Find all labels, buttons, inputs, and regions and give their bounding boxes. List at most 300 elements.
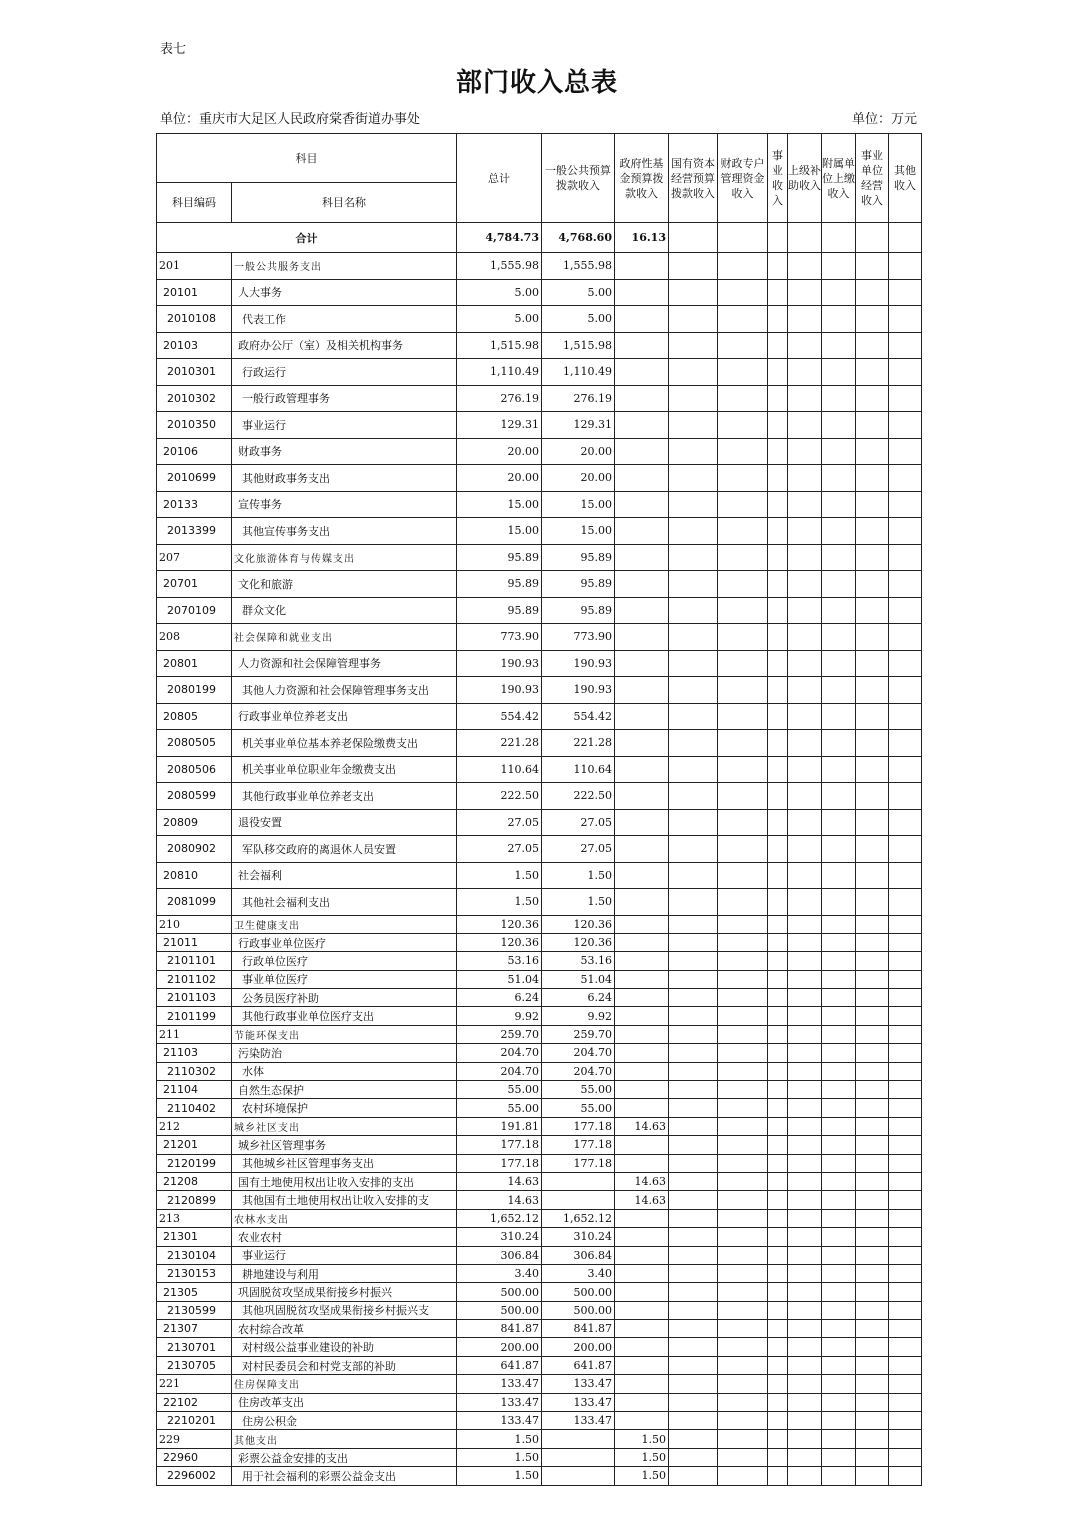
- table-row: [157, 1246, 922, 1264]
- cell-general: [542, 1172, 615, 1190]
- table-row: [157, 1044, 922, 1062]
- cell-code: 2130701: [157, 1338, 232, 1356]
- cell-general: 55.00: [542, 1081, 615, 1099]
- cell-empty: [889, 1191, 922, 1209]
- cell-empty: [768, 491, 788, 518]
- cell-fund: [615, 359, 669, 386]
- cell-empty: [768, 1044, 788, 1062]
- cell-general: 55.00: [542, 1099, 615, 1117]
- cell-empty: [669, 1154, 718, 1172]
- cell-empty: [768, 279, 788, 306]
- cell-name: 财政事务: [232, 438, 457, 465]
- cell-empty: [788, 253, 822, 280]
- cell-empty: [889, 703, 922, 730]
- cell-empty: [768, 465, 788, 492]
- cell-empty: [788, 1209, 822, 1227]
- cell-code: 2101102: [157, 970, 232, 988]
- cell-total: 641.87: [457, 1356, 542, 1374]
- cell-name: 其他宣传事务支出: [232, 518, 457, 545]
- cell-general: 841.87: [542, 1320, 615, 1338]
- table-row: [157, 359, 922, 386]
- cell-fund: [615, 1264, 669, 1282]
- cell-empty: [856, 1356, 889, 1374]
- cell-empty: [669, 1246, 718, 1264]
- cell-fund: [615, 970, 669, 988]
- cell-empty: [718, 952, 768, 970]
- cell-empty: [768, 1430, 788, 1448]
- cell-empty: [856, 1320, 889, 1338]
- cell-empty: [669, 1099, 718, 1117]
- cell-empty: [718, 332, 768, 359]
- cell-fund: 1.50: [615, 1448, 669, 1466]
- cell-general: 1.50: [542, 889, 615, 916]
- cell-empty: [669, 491, 718, 518]
- cell-empty: [889, 1136, 922, 1154]
- cell-total: 27.05: [457, 809, 542, 836]
- cell-empty: [889, 253, 922, 280]
- cell-code: 22960: [157, 1448, 232, 1466]
- cell-total: 841.87: [457, 1320, 542, 1338]
- cell-empty: [718, 306, 768, 333]
- cell-empty: [788, 438, 822, 465]
- cell-empty: [822, 836, 856, 863]
- cell-total: 51.04: [457, 970, 542, 988]
- cell-general: 120.36: [542, 915, 615, 933]
- page-title: 部门收入总表: [455, 68, 618, 98]
- cell-fund: [615, 809, 669, 836]
- cell-code: 21305: [157, 1283, 232, 1301]
- cell-empty: [718, 836, 768, 863]
- cell-empty: [856, 933, 889, 951]
- cell-general: 204.70: [542, 1062, 615, 1080]
- cell-code: 2130599: [157, 1301, 232, 1319]
- cell-empty: [669, 1301, 718, 1319]
- header-superior-subsidy: 上级补助收入: [788, 134, 822, 223]
- cell-code: 21208: [157, 1172, 232, 1190]
- cell-empty: [669, 1430, 718, 1448]
- cell-empty: [889, 1467, 922, 1485]
- cell-empty: [718, 1007, 768, 1025]
- header-code: 科目编码: [157, 183, 232, 223]
- cell-empty: [768, 1228, 788, 1246]
- table-row: [157, 491, 922, 518]
- cell-name: 行政事业单位医疗: [232, 933, 457, 951]
- cell-empty: [718, 1356, 768, 1374]
- cell-empty: [788, 624, 822, 651]
- cell-empty: [788, 1044, 822, 1062]
- cell-fund: [615, 1412, 669, 1430]
- cell-empty: [768, 1191, 788, 1209]
- table-row: [157, 438, 922, 465]
- cell-total: 259.70: [457, 1025, 542, 1043]
- cell-empty: [822, 1136, 856, 1154]
- cell-empty: [788, 1301, 822, 1319]
- cell-empty: [718, 1301, 768, 1319]
- cell-empty: [669, 1393, 718, 1411]
- cell-name: 社会保障和就业支出: [232, 624, 457, 651]
- cell-empty: [788, 491, 822, 518]
- cell-empty: [889, 1117, 922, 1135]
- cell-total: 20.00: [457, 438, 542, 465]
- table-row: [157, 571, 922, 598]
- cell-empty: [768, 1264, 788, 1282]
- table-row: [157, 1154, 922, 1172]
- cell-empty: [669, 571, 718, 598]
- cell-empty: [788, 1154, 822, 1172]
- cell-empty: [856, 677, 889, 704]
- cell-empty: [718, 253, 768, 280]
- cell-empty: [889, 624, 922, 651]
- cell-empty: [889, 915, 922, 933]
- cell-empty: [718, 1246, 768, 1264]
- header-gov-fund: 政府性基金预算拨款收入: [615, 134, 669, 223]
- cell-empty: [788, 1136, 822, 1154]
- cell-empty: [856, 253, 889, 280]
- cell-total: 55.00: [457, 1081, 542, 1099]
- cell-empty: [788, 889, 822, 916]
- cell-empty: [788, 412, 822, 439]
- cell-general: 177.18: [542, 1117, 615, 1135]
- cell-empty: [669, 1081, 718, 1099]
- cell-total: 27.05: [457, 836, 542, 863]
- cell-total: 190.93: [457, 677, 542, 704]
- cell-general: 177.18: [542, 1136, 615, 1154]
- cell-empty: [669, 1375, 718, 1393]
- table-row: [157, 624, 922, 651]
- cell-empty: [768, 1375, 788, 1393]
- cell-empty: [788, 306, 822, 333]
- cell-empty: [768, 1117, 788, 1135]
- cell-name: 文化和旅游: [232, 571, 457, 598]
- cell-empty: [889, 412, 922, 439]
- cell-empty: [669, 385, 718, 412]
- cell-empty: [889, 544, 922, 571]
- cell-empty: [788, 989, 822, 1007]
- table-header: [157, 134, 922, 223]
- cell-empty: [669, 1136, 718, 1154]
- cell-empty: [669, 677, 718, 704]
- table-row: [157, 1191, 922, 1209]
- cell-name: 住房保障支出: [232, 1375, 457, 1393]
- cell-empty: [788, 1338, 822, 1356]
- cell-total: 133.47: [457, 1412, 542, 1430]
- cell-total: 177.18: [457, 1154, 542, 1172]
- cell-empty: [788, 915, 822, 933]
- cell-general: 204.70: [542, 1044, 615, 1062]
- cell-empty: [822, 412, 856, 439]
- cell-empty: [669, 359, 718, 386]
- cell-empty: [718, 1172, 768, 1190]
- cell-empty: [788, 783, 822, 810]
- cell-empty: [788, 677, 822, 704]
- cell-empty: [788, 1430, 822, 1448]
- cell-empty: [889, 306, 922, 333]
- total-general: 4,768.60: [542, 223, 615, 253]
- cell-empty: [768, 1448, 788, 1466]
- cell-fund: 14.63: [615, 1117, 669, 1135]
- cell-empty: [889, 1264, 922, 1282]
- table-row: [157, 756, 922, 783]
- cell-empty: [889, 491, 922, 518]
- cell-empty: [768, 1081, 788, 1099]
- cell-empty: [768, 1338, 788, 1356]
- cell-code: 2080505: [157, 730, 232, 757]
- table-row: [157, 862, 922, 889]
- cell-empty: [889, 1356, 922, 1374]
- cell-empty: [788, 1007, 822, 1025]
- cell-fund: [615, 703, 669, 730]
- cell-empty: [822, 1356, 856, 1374]
- total-row: [157, 223, 922, 253]
- cell-empty: [889, 1228, 922, 1246]
- cell-empty: [856, 544, 889, 571]
- cell-total: 95.89: [457, 597, 542, 624]
- cell-empty: [788, 1356, 822, 1374]
- cell-empty: [718, 1081, 768, 1099]
- cell-empty: [856, 1081, 889, 1099]
- table-row: [157, 1081, 922, 1099]
- cell-empty: [718, 438, 768, 465]
- cell-fund: [615, 279, 669, 306]
- cell-empty: [856, 970, 889, 988]
- cell-name: 农村环境保护: [232, 1099, 457, 1117]
- cell-empty: [718, 809, 768, 836]
- cell-empty: [856, 279, 889, 306]
- cell-total: 133.47: [457, 1375, 542, 1393]
- cell-general: 177.18: [542, 1154, 615, 1172]
- cell-empty: [889, 933, 922, 951]
- cell-empty: [856, 1209, 889, 1227]
- cell-empty: [669, 1338, 718, 1356]
- cell-total: 204.70: [457, 1062, 542, 1080]
- cell-total: 95.89: [457, 571, 542, 598]
- cell-name: 行政运行: [232, 359, 457, 386]
- header-special-account: 财政专户管理资金收入: [718, 134, 768, 223]
- cell-code: 2130153: [157, 1264, 232, 1282]
- cell-name: 军队移交政府的离退休人员安置: [232, 836, 457, 863]
- cell-empty: [822, 332, 856, 359]
- cell-code: 2080506: [157, 756, 232, 783]
- unit-currency: 单位：万元: [851, 112, 917, 127]
- cell-name: 农业农村: [232, 1228, 457, 1246]
- cell-empty: [889, 1393, 922, 1411]
- cell-empty: [856, 1283, 889, 1301]
- cell-general: 53.16: [542, 952, 615, 970]
- cell-empty: [856, 1007, 889, 1025]
- cell-empty: [889, 952, 922, 970]
- cell-fund: [615, 1007, 669, 1025]
- cell-empty: [856, 597, 889, 624]
- cell-empty: [889, 465, 922, 492]
- total-amount: 4,784.73: [457, 223, 542, 253]
- cell-name: 水体: [232, 1062, 457, 1080]
- total-fund: 16.13: [615, 223, 669, 253]
- cell-empty: [822, 1375, 856, 1393]
- cell-empty: [768, 1320, 788, 1338]
- cell-empty: [788, 1228, 822, 1246]
- cell-name: 宣传事务: [232, 491, 457, 518]
- header-operating-income: 事业单位经营收入: [856, 134, 889, 223]
- cell-code: 20101: [157, 279, 232, 306]
- cell-empty: [822, 1191, 856, 1209]
- cell-empty: [669, 1467, 718, 1485]
- cell-general: 5.00: [542, 306, 615, 333]
- cell-empty: [768, 1172, 788, 1190]
- cell-name: 一般公共服务支出: [232, 253, 457, 280]
- cell-empty: [768, 1209, 788, 1227]
- cell-empty: [669, 1209, 718, 1227]
- table-row: [157, 809, 922, 836]
- cell-empty: [856, 518, 889, 545]
- table-row: [157, 650, 922, 677]
- cell-code: 2080599: [157, 783, 232, 810]
- cell-code: 2120199: [157, 1154, 232, 1172]
- cell-empty: [718, 915, 768, 933]
- cell-empty: [822, 624, 856, 651]
- cell-empty: [822, 518, 856, 545]
- cell-total: 1,652.12: [457, 1209, 542, 1227]
- cell-empty: [856, 1246, 889, 1264]
- cell-name: 农村综合改革: [232, 1320, 457, 1338]
- cell-empty: [788, 1099, 822, 1117]
- cell-empty: [669, 253, 718, 280]
- cell-empty: [718, 889, 768, 916]
- cell-empty: [718, 1320, 768, 1338]
- cell-total: 276.19: [457, 385, 542, 412]
- cell-empty: [822, 1448, 856, 1466]
- cell-name: 对村民委员会和村党支部的补助: [232, 1356, 457, 1374]
- cell-empty: [718, 1467, 768, 1485]
- cell-empty: [822, 253, 856, 280]
- cell-general: 221.28: [542, 730, 615, 757]
- cell-empty: [718, 571, 768, 598]
- cell-empty: [768, 915, 788, 933]
- cell-total: 129.31: [457, 412, 542, 439]
- cell-empty: [788, 1375, 822, 1393]
- table-row: [157, 783, 922, 810]
- cell-empty: [669, 915, 718, 933]
- cell-code: 221: [157, 1375, 232, 1393]
- cell-total: 5.00: [457, 279, 542, 306]
- cell-empty: [718, 1448, 768, 1466]
- cell-empty: [822, 933, 856, 951]
- cell-fund: [615, 783, 669, 810]
- cell-empty: [889, 1209, 922, 1227]
- cell-empty: [889, 518, 922, 545]
- cell-general: 773.90: [542, 624, 615, 651]
- cell-empty: [822, 730, 856, 757]
- cell-empty: [768, 1154, 788, 1172]
- cell-name: 卫生健康支出: [232, 915, 457, 933]
- header-other-income: 其他收入: [889, 134, 922, 223]
- cell-empty: [856, 1044, 889, 1062]
- cell-empty: [856, 915, 889, 933]
- cell-empty: [822, 1467, 856, 1485]
- cell-empty: [669, 518, 718, 545]
- cell-name: 人力资源和社会保障管理事务: [232, 650, 457, 677]
- cell-empty: [822, 915, 856, 933]
- cell-empty: [822, 1320, 856, 1338]
- cell-empty: [856, 1117, 889, 1135]
- cell-name: 政府办公厅（室）及相关机构事务: [232, 332, 457, 359]
- cell-fund: [615, 1320, 669, 1338]
- cell-empty: [889, 1430, 922, 1448]
- cell-empty: [822, 677, 856, 704]
- cell-general: 9.92: [542, 1007, 615, 1025]
- cell-fund: [615, 756, 669, 783]
- cell-name: 其他行政事业单位医疗支出: [232, 1007, 457, 1025]
- cell-code: 20801: [157, 650, 232, 677]
- cell-empty: [822, 597, 856, 624]
- cell-empty: [889, 1099, 922, 1117]
- cell-empty: [718, 1393, 768, 1411]
- cell-general: 1,555.98: [542, 253, 615, 280]
- cell-empty: [669, 862, 718, 889]
- cell-empty: [856, 1172, 889, 1190]
- cell-name: 国有土地使用权出让收入安排的支出: [232, 1172, 457, 1190]
- cell-total: 1.50: [457, 889, 542, 916]
- cell-empty: [768, 1467, 788, 1485]
- cell-name: 自然生态保护: [232, 1081, 457, 1099]
- cell-name: 其他行政事业单位养老支出: [232, 783, 457, 810]
- cell-empty: [768, 438, 788, 465]
- cell-code: 2101101: [157, 952, 232, 970]
- cell-code: 208: [157, 624, 232, 651]
- cell-empty: [856, 385, 889, 412]
- cell-code: 2210201: [157, 1412, 232, 1430]
- cell-empty: [718, 1191, 768, 1209]
- cell-empty: [856, 1375, 889, 1393]
- cell-general: 190.93: [542, 677, 615, 704]
- cell-general: 1,110.49: [542, 359, 615, 386]
- cell-fund: [615, 438, 669, 465]
- cell-empty: [788, 1283, 822, 1301]
- table-row: [157, 1117, 922, 1135]
- cell-empty: [889, 1172, 922, 1190]
- cell-empty: [889, 279, 922, 306]
- cell-total: 222.50: [457, 783, 542, 810]
- cell-code: 22102: [157, 1393, 232, 1411]
- cell-code: 21201: [157, 1136, 232, 1154]
- cell-empty: [889, 989, 922, 1007]
- table-row: [157, 970, 922, 988]
- cell-general: 554.42: [542, 703, 615, 730]
- cell-empty: [669, 279, 718, 306]
- cell-empty: [718, 412, 768, 439]
- cell-name: 节能环保支出: [232, 1025, 457, 1043]
- cell-empty: [669, 544, 718, 571]
- cell-code: 2101103: [157, 989, 232, 1007]
- cell-empty: [768, 1246, 788, 1264]
- cell-empty: [788, 1264, 822, 1282]
- cell-fund: [615, 1209, 669, 1227]
- cell-empty: [669, 1025, 718, 1043]
- cell-empty: [768, 952, 788, 970]
- cell-empty: [856, 1430, 889, 1448]
- table-row: [157, 1448, 922, 1466]
- cell-empty: [768, 756, 788, 783]
- cell-empty: [889, 1448, 922, 1466]
- cell-general: 110.64: [542, 756, 615, 783]
- cell-code: 2070109: [157, 597, 232, 624]
- cell-total: 1.50: [457, 1467, 542, 1485]
- cell-total: 95.89: [457, 544, 542, 571]
- cell-code: 20809: [157, 809, 232, 836]
- cell-code: 21011: [157, 933, 232, 951]
- cell-empty: [788, 970, 822, 988]
- cell-empty: [788, 1191, 822, 1209]
- cell-fund: [615, 1338, 669, 1356]
